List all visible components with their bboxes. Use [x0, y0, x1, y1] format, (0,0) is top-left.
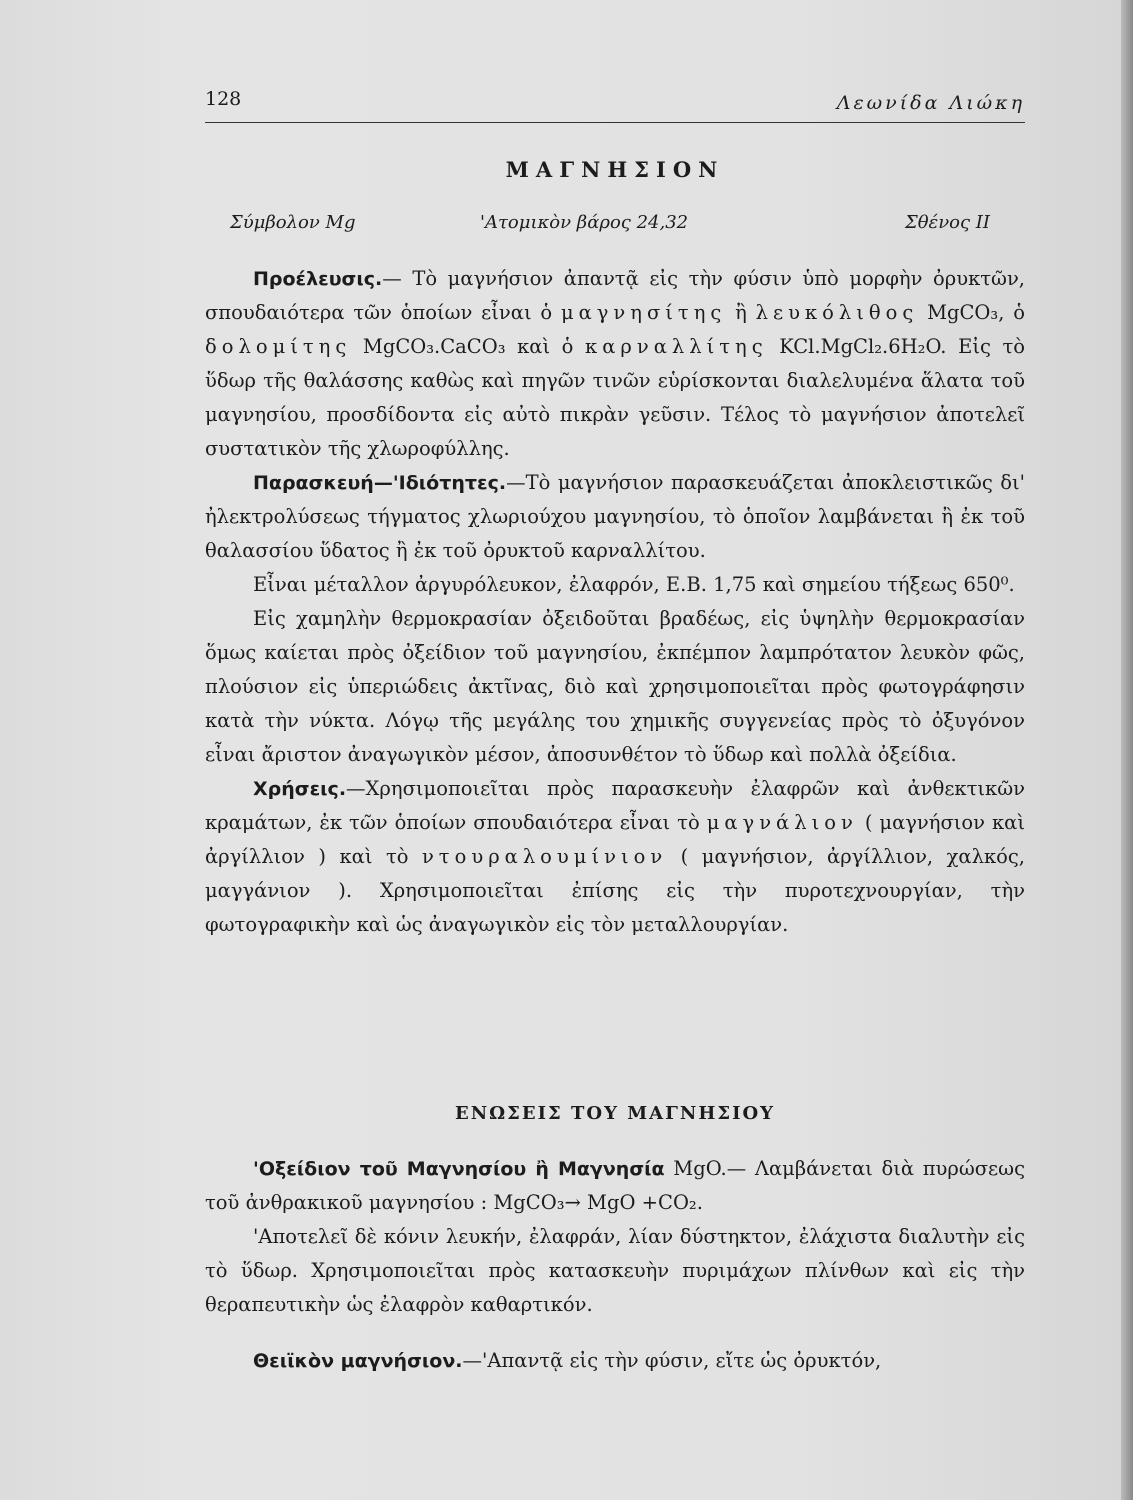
page-number: 128	[205, 88, 242, 110]
term-magnesite: μαγνησίτης	[560, 301, 727, 324]
term-dolomite: δολομίτης	[205, 335, 352, 358]
heading-origin: Προέλευσις.	[253, 268, 383, 290]
heading-preparation: Παρασκευή—'Ιδιότητες.	[253, 472, 507, 494]
valence: Σθένος ΙΙ	[904, 212, 990, 233]
term-magnalium: μαγνάλιον	[706, 811, 858, 834]
running-head-author: Λεωνίδα Λιώκη	[836, 92, 1025, 114]
heading-oxide: 'Οξείδιον τοῦ Μαγνησίου ἢ Μαγνησία	[253, 1158, 665, 1180]
heading-uses: Χρήσεις.	[253, 778, 347, 800]
term-carnallite: καρναλλίτης	[585, 335, 768, 358]
paragraph-sulfate: Θειϊκὸν μαγνήσιον.—'Απαντᾷ εἰς τὴν φύσιν, εἴτε ὡς ὀρυκτόν,	[253, 1349, 882, 1372]
term-leukolithos: λευκόλιθος	[755, 301, 919, 324]
paragraph-uses: Χρήσεις.—Χρησιμοποιεῖται πρὸς παρασκευὴν ἐλαφρῶν καὶ ἀνθεκτικῶν κραμάτων, ἐκ τῶν ὁποίων σπουδαιότερα εἶναι τὸ μαγνάλιον ( μαγνήσιον καὶ ἀργίλλιον ) καὶ τὸ ντουραλουμίνιον ( μαγνήσιον, ἀργίλλιον, χαλκός, μαγγάνιον ). Χρησιμοποιεῖται ἐπίσης εἰς τὴν πυροτεχνουργίαν, τὴν φωτογραφικὴν καὶ ὡς ἀναγωγικὸν εἰς τὸν μεταλλουργίαν.	[205, 777, 1025, 936]
chapter-title: ΜΑΓΝΗΣΙΟΝ	[505, 157, 725, 182]
paragraph-origin: Προέλευσις.— Τὸ μαγνήσιον ἀπαντᾷ εἰς τὴν φύσιν ὑπὸ μορφὴν ὀρυκτῶν, σπουδαιότερα τῶν ὁποίων εἶναι ὁ μαγνησίτης ἢ λευκόλιθος MgCO₃, ὁ δολομίτης MgCO₃.CaCO₃ καὶ ὁ καρναλλίτης KCl.MgCl₂.6H₂O. Εἰς τὸ ὕδωρ τῆς θαλάσσης καθὼς καὶ πηγῶν τινῶν εὑρίσκονται διαλελυμένα ἅλατα τοῦ μαγνησίου, προσδίδοντα εἰς αὐτὸ πικρὰν γεῦσιν. Τέλος τὸ μαγνήσιον ἀποτελεῖ συστατικὸν τῆς χλωροφύλλης.	[205, 267, 1025, 460]
compounds-text	[205, 1152, 1025, 1378]
paragraph-properties-2: Εἰς χαμηλὴν θερμοκρασίαν ὀξειδοῦται βραδέως, εἰς ὑψηλὴν θερμοκρασίαν ὅμως καίεται πρὸς ὀξείδιον τοῦ μαγνησίου, ἐκπέμπον λαμπρότατον λευκὸν φῶς, πλούσιον εἰς ὑπεριώδεις ἀκτῖνας, διὸ καὶ χρησιμοποιεῖται πρὸς φωτογράφησιν κατὰ τὴν νύκτα. Λόγῳ τῆς μεγάλης του χημικῆς συγγενείας πρὸς τὸ ὀξυγόνον εἶναι ἄριστον ἀναγωγικὸν μέσον, ἀποσυνθέτον τὸ ὕδωρ καὶ πολλὰ ὀξείδια.	[205, 607, 1025, 766]
element-properties-line	[230, 212, 990, 240]
main-text	[205, 262, 1025, 942]
element-symbol: Σύμβολον Mg	[230, 212, 356, 233]
book-spine-edge	[1121, 0, 1133, 1500]
paragraph-oxide: 'Οξείδιον τοῦ Μαγνησίου ἢ Μαγνησία MgO.— Λαμβάνεται διὰ πυρώσεως τοῦ ἀνθρακικοῦ μαγνησίου : MgCO₃→ MgO +CO₂.	[205, 1157, 1025, 1214]
paragraph-preparation: Παρασκευή—'Ιδιότητες.—Τὸ μαγνήσιον παρασκευάζεται ἀποκλειστικῶς δι' ἠλεκτρολύσεως τήγματος χλωριούχου μαγνησίου, τὸ ὁποῖον λαμβάνεται ἢ ἐκ τοῦ θαλασσίου ὕδατος ἢ ἐκ τοῦ ὀρυκτοῦ καρναλλίτου.	[205, 471, 1025, 562]
term-duralumin: ντουραλουμίνιον	[421, 845, 668, 868]
heading-sulfate: Θειϊκὸν μαγνήσιον.	[253, 1350, 463, 1372]
atomic-weight: 'Ατομικὸν βάρος 24,32	[480, 212, 689, 233]
page-header	[205, 88, 1025, 123]
compounds-section-title: ΕΝΩΣΕΙΣ ΤΟΥ ΜΑΓΝΗΣΙΟΥ	[454, 1103, 776, 1124]
paragraph-oxide-properties: 'Αποτελεῖ δὲ κόνιν λευκήν, ἐλαφράν, λίαν δύστηκτον, ἐλάχιστα διαλυτὴν εἰς τὸ ὕδωρ. Χρησιμοποιεῖται πρὸς κατασκευὴν πυριμάχων πλίνθων καὶ εἰς τὴν θεραπευτικὴν ὡς ἐλαφρὸν καθαρτικόν.	[205, 1225, 1025, 1316]
paragraph-properties-1: Εἶναι μέταλλον ἀργυρόλευκον, ἐλαφρόν, Ε.Β. 1,75 καὶ σημείου τήξεως 650⁰.	[253, 573, 1015, 596]
